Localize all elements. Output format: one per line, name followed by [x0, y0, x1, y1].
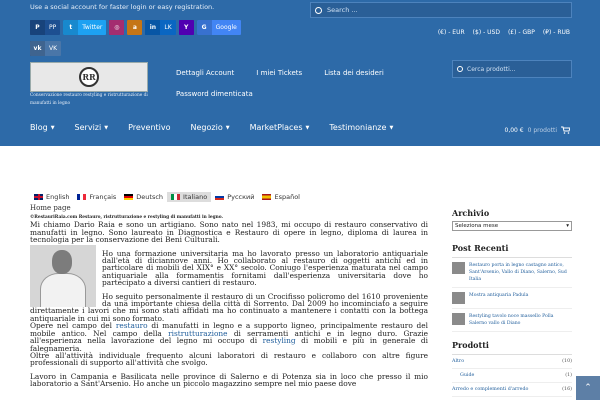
yahoo-login-button[interactable] — [179, 20, 194, 35]
social-label: PP — [49, 24, 57, 31]
language-label: Русский — [227, 193, 255, 201]
site-tagline: Conservazione restauro restyling e ristrutturazione di manufatti in legno — [30, 93, 148, 106]
chevron-down-icon: ▾ — [566, 223, 569, 229]
restyling-link[interactable]: restyling — [262, 336, 296, 346]
social-login-note: Use a social account for faster login or easy registration. — [30, 3, 215, 11]
products-heading: Prodotti — [452, 340, 572, 355]
flag-fr-icon — [77, 194, 86, 200]
main-navigation — [30, 123, 413, 132]
instagram-icon: ◎ — [109, 20, 124, 35]
account-menu — [176, 69, 384, 98]
post-thumbnail-image — [452, 262, 465, 274]
nav-item-servizi[interactable] — [75, 123, 109, 132]
recent-post-item[interactable] — [452, 288, 572, 309]
social-login-row-2 — [30, 41, 61, 56]
amazon-login-button[interactable] — [127, 20, 142, 35]
flag-ru-icon — [215, 194, 224, 200]
language-option-fr[interactable] — [73, 192, 120, 202]
yahoo-icon: Y — [179, 20, 194, 35]
site-search-placeholder: Search ... — [327, 6, 358, 14]
language-option-de[interactable] — [120, 192, 167, 202]
nav-item-blog[interactable] — [30, 123, 55, 132]
linkedin-icon: in — [145, 20, 160, 35]
cart-button[interactable] — [505, 126, 570, 134]
chevron-down-icon: ▼ — [225, 124, 230, 131]
logo-mark: RR — [79, 67, 99, 87]
language-option-it[interactable] — [167, 192, 211, 202]
chevron-up-icon: ⌃ — [584, 383, 592, 393]
currency-option[interactable]: (€) - EUR — [437, 29, 465, 36]
product-category-item[interactable] — [452, 355, 572, 369]
category-count: (1) — [565, 373, 572, 378]
amazon-icon: a — [127, 20, 142, 35]
nav-item-label: Preventivo — [128, 123, 171, 132]
nav-item-label: Negozio — [190, 123, 223, 132]
language-option-es[interactable] — [258, 192, 304, 202]
account-menu-item[interactable]: Lista dei desideri — [324, 69, 384, 77]
recent-post-item[interactable] — [452, 309, 572, 332]
chevron-down-icon: ▼ — [305, 124, 310, 131]
works-paragraph: Opere nel campo del restauro di manufatti in legno e a supporto ligneo, principalmente restauro del mobile antico. Nel campo della ristrutturazione di serramenti antichi e in legno duro. Grazie all'esperienza nella lavorazione del legno mi occupo di restyling di mobili e più in generale di falegnameria. — [30, 321, 429, 353]
cart-total: 0,00 € — [504, 126, 524, 134]
currency-switcher — [438, 29, 570, 36]
chevron-down-icon: ▼ — [50, 124, 55, 131]
recent-post-title: Restauro porta in legno castagno antico, Sant'Arsenio, Vallo di Diano, Salerno, Sud Italia — [469, 263, 567, 282]
product-category-item[interactable] — [452, 369, 572, 383]
social-label: LK — [164, 24, 172, 31]
search-icon — [457, 66, 463, 72]
language-switcher — [30, 191, 428, 203]
scroll-to-top-button[interactable] — [576, 376, 600, 400]
nav-item-testimonianze[interactable] — [329, 123, 393, 132]
vk-icon: vk — [30, 41, 45, 56]
nav-item-preventivo[interactable] — [128, 123, 170, 132]
social-label: Google — [215, 24, 237, 31]
nav-item-label: Testimonianze — [329, 123, 387, 132]
ristrutturazione-link[interactable]: ristrutturazione — [168, 328, 228, 338]
main-content — [30, 204, 428, 388]
google-login-button[interactable] — [197, 20, 241, 35]
site-search-input[interactable] — [310, 2, 572, 18]
language-label: English — [46, 193, 70, 201]
social-login-row — [30, 20, 241, 35]
experience-paragraph: Ho seguito personalmente il restauro di un Crocifisso policromo del 1610 proveniente da una importante chiesa della città di Sorrento. Dal 2009 ho incominciato a seguire direttamente i lavori che mi sono stati affidati ma ho continuato a mantenere i contatti con la bottega antiquariale in cui mi sono formato. — [30, 291, 428, 323]
recent-post-item[interactable] — [452, 258, 572, 288]
category-count: (10) — [562, 359, 572, 364]
site-header — [0, 0, 600, 146]
recent-post-title: Mostra antiquaria Padula — [469, 293, 529, 298]
twitter-icon: t — [63, 20, 78, 35]
collaboration-paragraph: Oltre all'attività individuale frequento alcuni laboratori di restauro e collaboro con altre figure professionali di supporto all'attività che svolgo. — [30, 350, 428, 368]
flag-it-icon — [171, 194, 180, 200]
language-option-uk[interactable] — [30, 192, 73, 202]
flag-es-icon — [262, 194, 271, 200]
recent-posts-heading: Post Recenti — [452, 243, 572, 258]
currency-option[interactable]: ($) - USD — [472, 29, 500, 36]
paypal-login-button[interactable] — [30, 20, 60, 35]
flag-uk-icon — [34, 194, 43, 200]
chevron-down-icon: ▼ — [389, 124, 394, 131]
language-option-ru[interactable] — [211, 192, 258, 202]
cart-icon — [561, 126, 570, 134]
account-menu-item[interactable]: Password dimenticata — [176, 90, 253, 98]
social-label: Twitter — [82, 24, 103, 31]
sidebar — [452, 208, 572, 397]
archive-heading: Archivio — [452, 208, 490, 218]
linkedin-login-button[interactable] — [145, 20, 175, 35]
language-label: Italiano — [183, 193, 208, 201]
currency-option[interactable]: (₽) - RUB — [542, 29, 570, 36]
page-subtitle: ©RestauriRaia.com Restauro, ristrutturazione e restyling di manufatti in legno. — [30, 215, 224, 221]
social-label: VK — [49, 45, 58, 52]
product-category-item[interactable] — [452, 383, 572, 397]
product-search-input[interactable] — [452, 60, 572, 78]
vk-login-button[interactable] — [30, 41, 61, 56]
recent-post-title: Restyling tavolo noce massello Polla Salerno vallo di Diano — [469, 314, 554, 326]
category-count: (16) — [562, 387, 572, 392]
language-label: Français — [89, 193, 117, 201]
page-title: Home page — [30, 204, 71, 212]
nav-item-label: Servizi — [74, 123, 102, 132]
nav-item-marketplaces[interactable] — [250, 123, 310, 132]
post-thumbnail-image — [452, 313, 465, 325]
nav-item-label: MarketPlaces — [249, 123, 303, 132]
instagram-login-button[interactable] — [109, 20, 124, 35]
account-menu-item[interactable]: Dettagli Account — [176, 69, 235, 77]
paypal-icon: P — [30, 20, 45, 35]
product-search-placeholder: Cerca prodotti... — [467, 65, 516, 73]
currency-option[interactable]: (£) - GBP — [507, 29, 535, 36]
language-label: Deutsch — [136, 193, 164, 201]
intro-paragraph: Mi chiamo Dario Raia e sono un artigiano. Sono nato nel 1983, mi occupo di restauro conservativo di manufatti in legno. Sono laureato in Diagnostica e Restauro di opere in legno, diploma di laurea in tecnologia per la conservazione dei Beni Culturali. — [30, 220, 428, 245]
archive-select[interactable]: Seleziona mese ▾ — [452, 221, 572, 231]
flag-de-icon — [124, 194, 133, 200]
artisan-portrait-image — [30, 245, 96, 307]
twitter-login-button[interactable] — [63, 20, 106, 35]
chevron-down-icon: ▼ — [104, 124, 109, 131]
category-label: Arredo e complementi d'arredo — [452, 387, 529, 392]
language-label: Español — [274, 193, 300, 201]
google-icon: G — [197, 20, 212, 35]
category-label: Guide — [460, 373, 475, 378]
location-paragraph: Lavoro in Campania e Basilicata nelle province di Salerno e di Potenza sia in loco che presso il mio laboratorio a Sant'Arsenio. Ho anche un piccolo magazzino sempre nel mio paese dove — [30, 371, 428, 389]
restauro-link[interactable]: restauro — [115, 321, 148, 331]
category-label: Altro — [452, 359, 465, 364]
account-menu-item[interactable]: I miei Tickets — [256, 69, 303, 77]
search-icon — [315, 7, 322, 14]
cart-count: 0 prodotti — [527, 126, 557, 134]
nav-item-label: Blog — [30, 123, 48, 132]
post-thumbnail-image — [452, 292, 465, 304]
nav-item-negozio[interactable] — [191, 123, 230, 132]
site-logo[interactable] — [30, 62, 148, 92]
training-paragraph: Ho una formazione universitaria ma ho lavorato presso un laboratorio antiquariale dall'età di diciannove anni. Ho collaborato al restauro di oggetti antichi ed in particolare di mobili del XIX° e XX° secolo. Coniugo l'esperienza maturata nel campo antiquariale alla formamentis fornitami dall'esperienza universitaria dove ho partecipato a diversi cantieri di restauro. — [102, 248, 428, 288]
